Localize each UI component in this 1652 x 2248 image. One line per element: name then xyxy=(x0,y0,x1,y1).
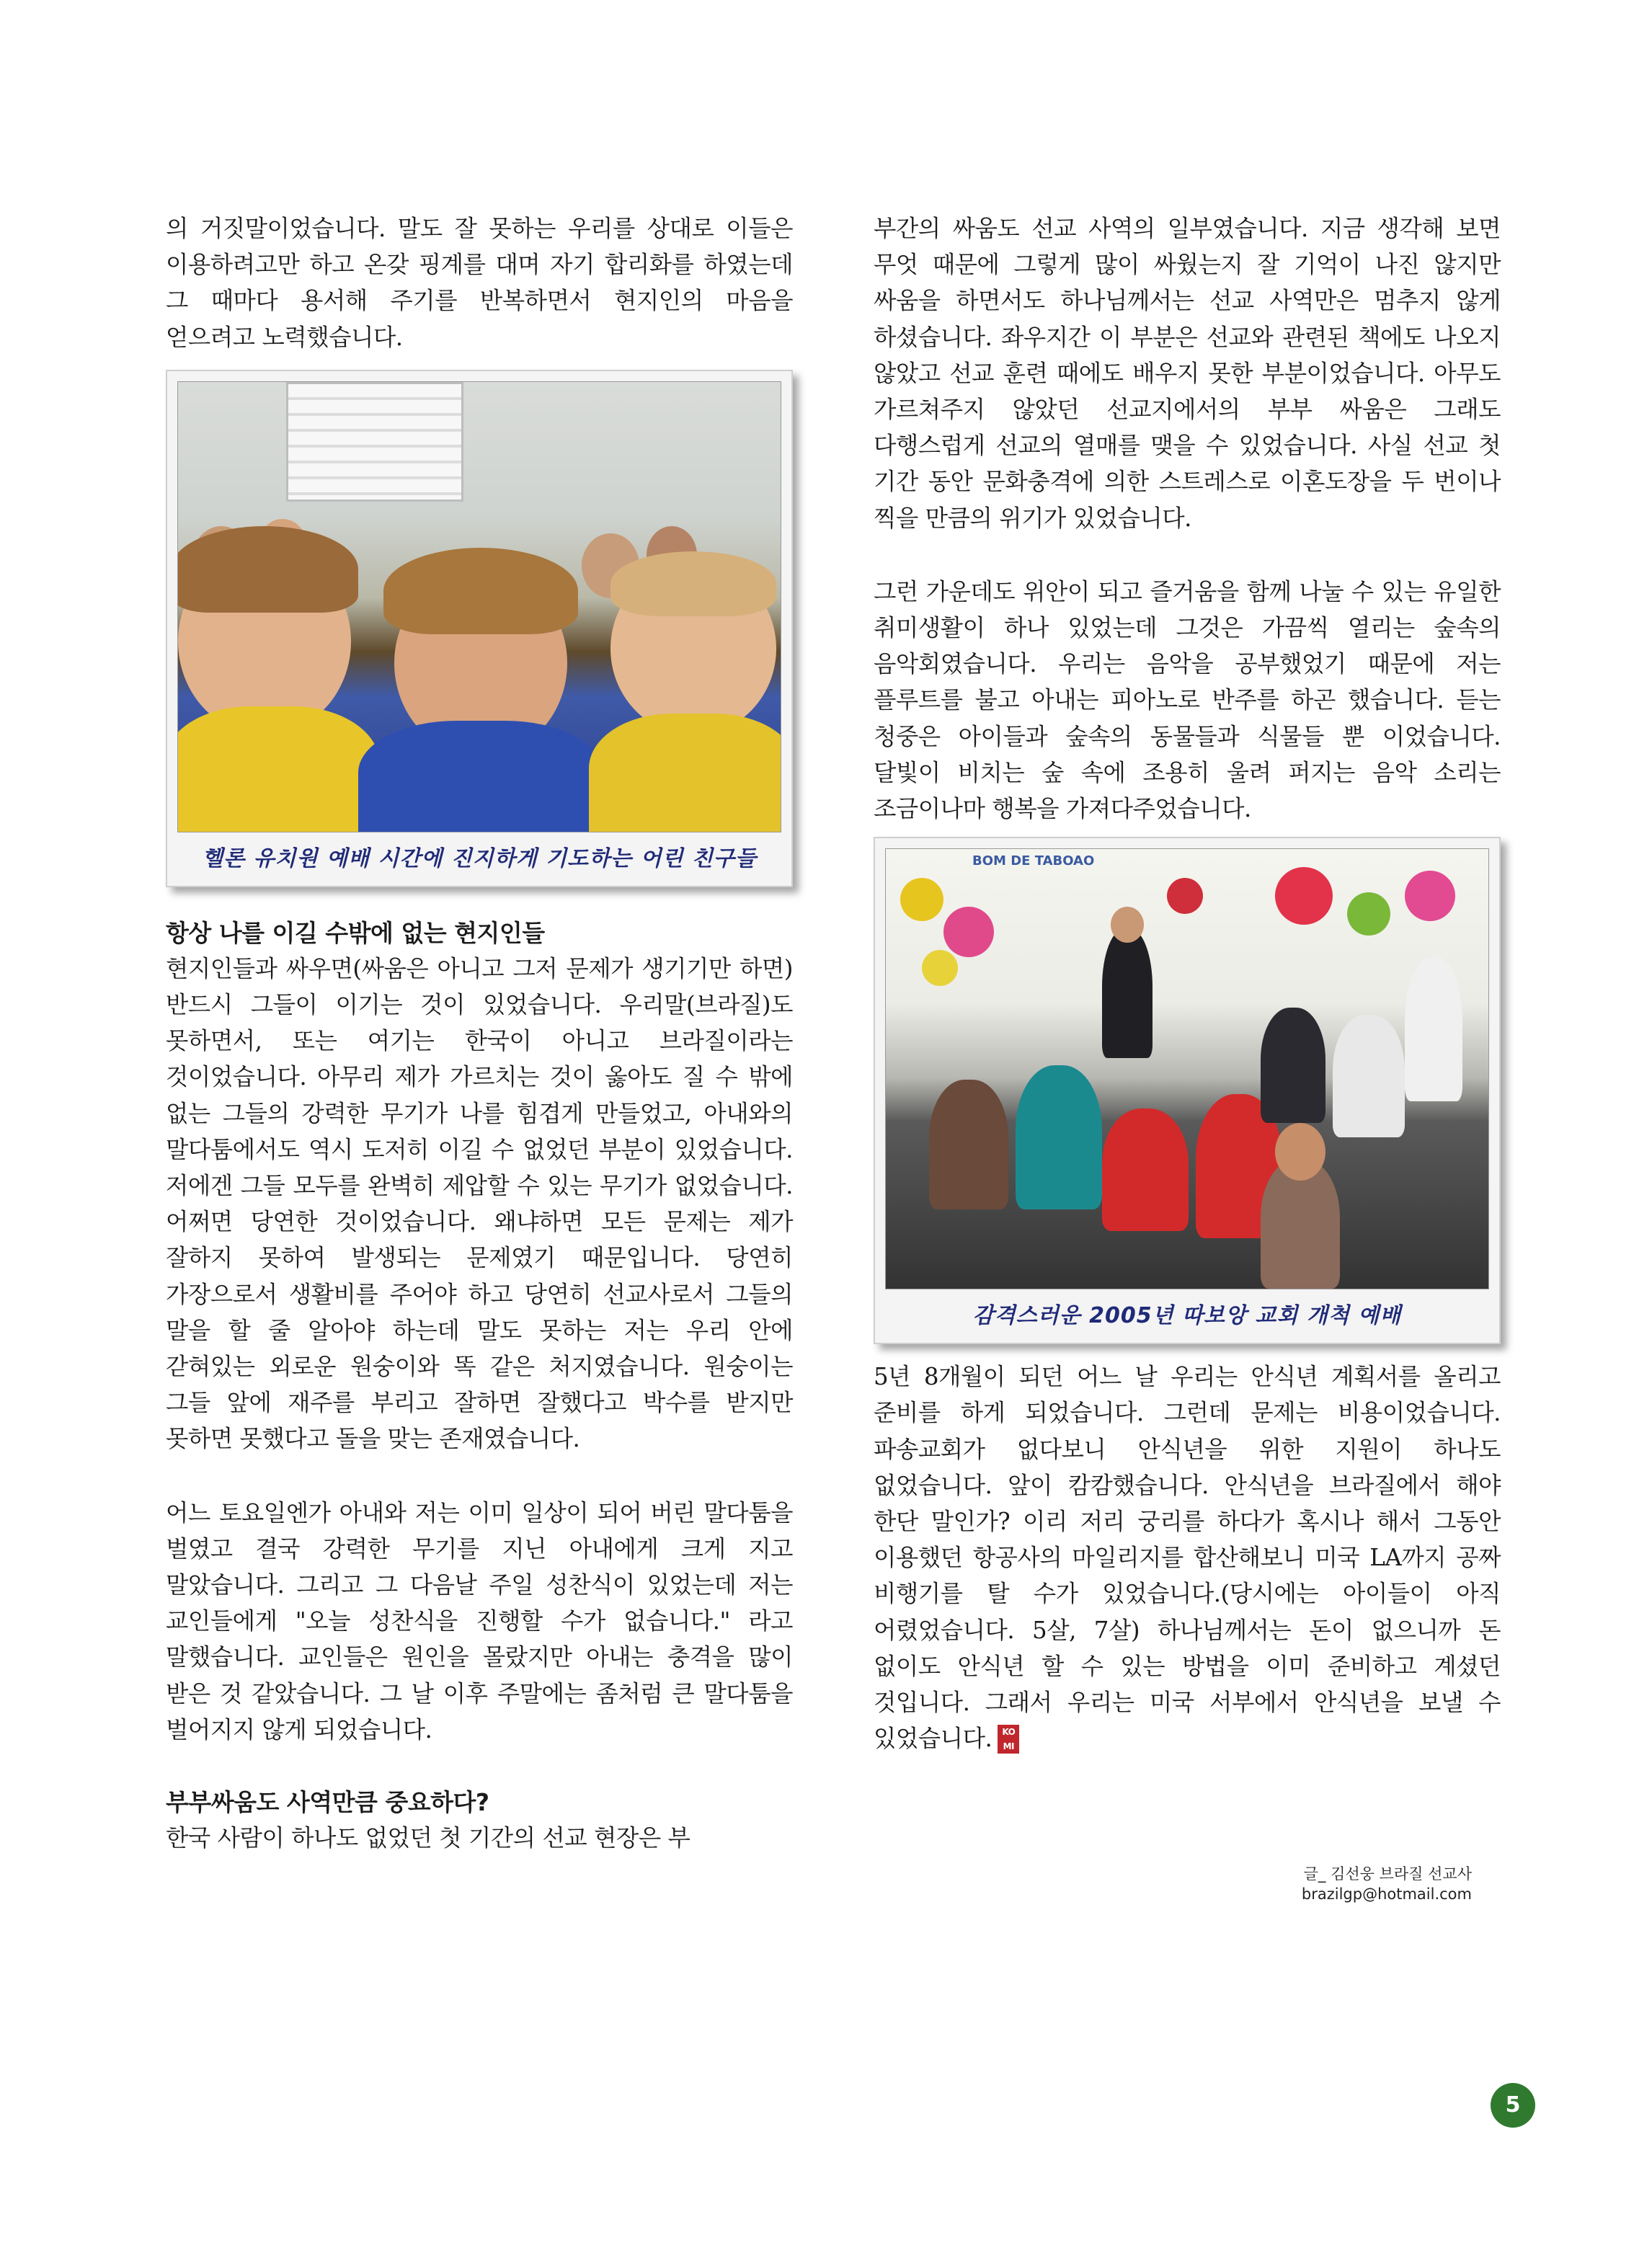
congregation-member xyxy=(1261,1008,1325,1123)
left-paragraph-1: 의 거짓말이었습니다. 말도 잘 못하는 우리를 상대로 이들은 이용하려고만 하고 온갖 핑계를 대며 자기 합리화를 하였는데 그 때마다 용서해 주기를 반복하면서 현지인의 마음을 얻으려고 노력했습니다. xyxy=(166,215,793,351)
blue-jacket xyxy=(358,721,603,832)
pastor-head xyxy=(1111,907,1144,943)
photo2-frame xyxy=(874,837,1501,1344)
right-paragraph-1: 부간의 싸움도 선교 사역의 일부였습니다. 지금 생각해 보면 무엇 때문에 그렇게 많이 싸웠는지 잘 기억이 나진 않지만 싸움을 하면서도 하나님께서는 선교 사역만은 멈추지 않게 하셨습니다. 좌우지간 이 부분은 선교와 관련된 책에도 나오지 않았고 선교 훈련 때에도 배우지 못한 부분이었습니다. 아무도 가르쳐주지 않았던 선교지에서의 부부 싸움은 그래도 다행스럽게 선교의 열매를 맺을 수 있었습니다. 사실 선교 첫 기간 동안 문화충격에 의한 스트레스로 이혼도장을 두 번이나 찍을 만큼의 위기가 있었습니다. xyxy=(874,215,1501,532)
boy-hair xyxy=(610,551,776,616)
right-paragraph-3-text: 5년 8개월이 되던 어느 날 우리는 안식년 계획서를 올리고 준비를 하게 되었습니다. 그런데 문제는 비용이었습니다. 파송교회가 없다보니 안식년을 위한 지원이 하나도 없었습니다. 앞이 캄캄했습니다. 안식년을 브라질에서 해야 한단 말인가? 이리 저리 궁리를 하다가 혹시나 해서 그동안 이용했던 항공사의 마일리지를 합산해보니 미국 LA까지 공짜 비행기를 탈 수가 있었습니다.(당시에는 아이들이 아직 어렸었습니다. 5살, 7살) 하나님께서는 돈이 없으니까 돈 없이도 안식년 할 수 있는 방법을 이미 준비하고 계셨던 것입니다. 그래서 우리는 미국 서부에서 안식년을 보낼 수 있었습니다. xyxy=(874,1363,1501,1753)
flower-decoration xyxy=(943,907,994,957)
section-heading-1: 항상 나를 이길 수밖에 없는 현지인들 xyxy=(166,918,545,947)
left-paragraph-4: 한국 사람이 하나도 없었던 첫 기간의 선교 현장은 부 xyxy=(166,1824,690,1852)
church-banner: BOM DE TABOAO xyxy=(972,853,1095,869)
congregation-member xyxy=(1405,957,1462,1101)
congregation-member xyxy=(1333,1015,1405,1137)
pastor-figure xyxy=(1102,928,1153,1058)
flower-decoration xyxy=(1347,892,1390,936)
yellow-shirt xyxy=(589,714,781,832)
author-signature xyxy=(1302,1864,1472,1904)
right-paragraph-2: 그런 가운데도 위안이 되고 즐거움을 함께 나눌 수 있는 유일한 취미생활이 하나 있었는데 그것은 가끔씩 열리는 숲속의 음악회였습니다. 우리는 음악을 공부했었기 때문에 저는 플루트를 불고 아내는 피아노로 반주를 하곤 했습니다. 듣는 청중은 아이들과 숲속의 동물들과 식물들 뿐 이었습니다. 달빛이 비치는 숲 속에 조용히 울려 퍼지는 음악 소리는 조금이나마 행복을 가져다주었습니다. xyxy=(874,577,1501,823)
flower-decoration xyxy=(1405,871,1455,921)
church-service-photo xyxy=(885,848,1489,1289)
girl-hair xyxy=(177,526,358,613)
page-number-badge: 5 xyxy=(1491,2083,1535,2128)
congregation-member xyxy=(1016,1065,1102,1209)
left-paragraph-3: 어느 토요일엔가 아내와 저는 이미 일상이 되어 버린 말다툼을 벌였고 결국 강력한 무기를 지닌 아내에게 크게 지고 말았습니다. 그리고 그 다음날 주일 성찬식이 있었는데 저는 교인들에게 "오늘 성찬식을 진행할 수가 없습니다." 라고 말했습니다. 교인들은 원인을 몰랐지만 아내는 충격을 많이 받은 것 같았습니다. 그 날 이후 주말에는 좀처럼 큰 말다툼을 벌어지지 않게 되었습니다. xyxy=(166,1498,793,1743)
yellow-shirt xyxy=(177,706,380,832)
photo2-caption: 감격스러운 2005년 따보앙 교회 개척 예배 xyxy=(972,1303,1402,1329)
author-email: brazilgp@hotmail.com xyxy=(1301,1885,1472,1903)
flower-decoration xyxy=(900,878,943,921)
girl-face xyxy=(1275,1123,1325,1181)
section-heading-2: 부부싸움도 사역만큼 중요하다? xyxy=(166,1788,489,1817)
photo1-frame xyxy=(166,370,793,887)
end-mark-icon: KO MI xyxy=(998,1725,1019,1754)
left-column xyxy=(166,210,793,1856)
right-column xyxy=(874,210,1501,1756)
congregation-member xyxy=(929,1080,1008,1209)
flower-decoration xyxy=(922,950,958,986)
children-praying-photo xyxy=(177,381,781,832)
congregation-member xyxy=(1102,1109,1189,1231)
left-paragraph-2: 현지인들과 싸우면(싸움은 아니고 그저 문제가 생기기만 하면) 반드시 그들이 이기는 것이 있었습니다. 우리말(브라질)도 못하면서, 또는 여기는 한국이 아니고 브라질이라는 것이었습니다. 아무리 제가 가르치는 것이 옳아도 질 수 밖에 없는 그들의 강력한 무기가 나를 힘겹게 만들었고, 아내와의 말다툼에서도 역시 도저히 이길 수 없었던 부분이 있었습니다. 저에겐 그들 모두를 완벽히 제압할 수 있는 무기가 없었습니다. 어쩌면 당연한 것이었습니다. 왜냐하면 모든 문제는 제가 잘하지 못하여 발생되는 문제였기 때문입니다. 당연히 가장으로서 생활비를 주어야 하고 당연히 선교사로서 그들의 말을 할 줄 알아야 하는데 말도 못하는 저는 우리 안에 갇혀있는 외로운 원숭이와 똑 같은 처지였습니다. 원숭이는 그들 앞에 재주를 부리고 잘하면 잘했다고 박수를 받지만 못하면 못했다고 돌을 맞는 존재였습니다. xyxy=(166,954,793,1453)
author-name: 글_ 김선웅 브라질 선교사 xyxy=(1303,1865,1472,1883)
flower-decoration xyxy=(1167,878,1203,914)
window-icon xyxy=(286,382,463,502)
boy-hair xyxy=(383,548,578,634)
photo1-caption: 헬론 유치원 예배 시간에 진지하게 기도하는 어린 친구들 xyxy=(202,845,757,871)
right-paragraph-3 xyxy=(874,1359,1501,1756)
flower-decoration xyxy=(1275,867,1333,925)
